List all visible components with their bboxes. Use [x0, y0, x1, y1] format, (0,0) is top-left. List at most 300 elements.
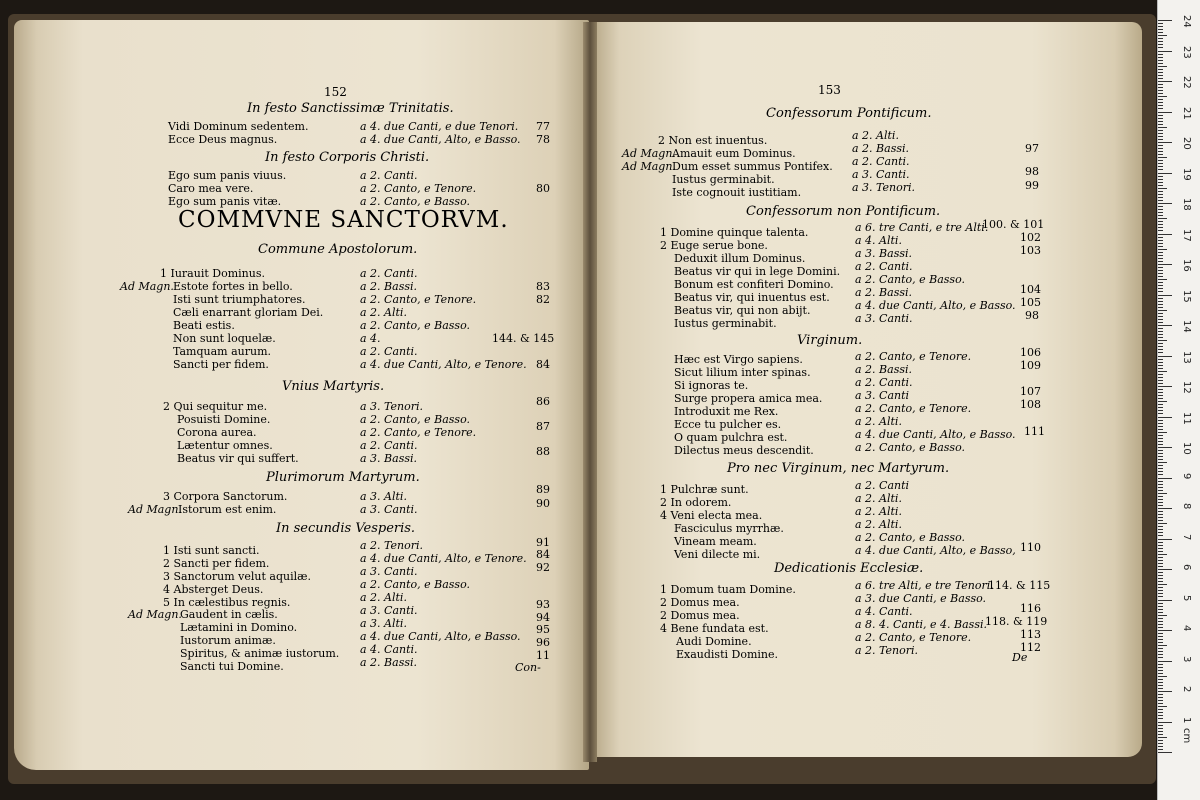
ruler-tick — [1158, 575, 1163, 576]
right-index-line: 105 — [1020, 296, 1041, 309]
ruler-tick — [1158, 441, 1163, 442]
ruler-label: 4 — [1181, 625, 1192, 632]
right-index-line: Hæc est Virgo sapiens. — [674, 353, 803, 366]
ruler-tick — [1158, 325, 1172, 326]
ruler-tick — [1158, 596, 1163, 597]
ruler-label: 24 — [1181, 15, 1192, 28]
right-index-line: a 2. Alti. — [855, 518, 902, 531]
ruler-tick — [1158, 386, 1172, 387]
ruler-label: 22 — [1181, 76, 1192, 89]
ruler-tick — [1158, 410, 1163, 411]
ruler-tick — [1158, 712, 1163, 713]
left-index-line: 93 — [536, 598, 550, 611]
right-index-line: 2 Domus mea. — [660, 596, 740, 609]
right-index-line: a 2. Alti. — [855, 505, 902, 518]
left-index-line: 96 — [536, 636, 550, 649]
left-index-line: 83 — [536, 280, 550, 293]
ruler-tick — [1158, 502, 1163, 503]
left-index-line: COMMVNE SANCTORVM. — [178, 207, 509, 233]
ruler-tick — [1158, 66, 1167, 67]
left-index-line: 5 In cælestibus regnis. — [163, 596, 291, 609]
ruler-label: 9 — [1181, 472, 1192, 479]
left-index-line: a 2. Canto, e Tenore. — [360, 426, 477, 439]
right-index-line: a 2. Canti. — [855, 376, 913, 389]
ruler-tick — [1158, 557, 1163, 558]
right-catchword: De — [1012, 651, 1028, 664]
right-index-line: Si ignoras te. — [674, 379, 749, 392]
right-index-line: a 3. due Canti, e Basso. — [855, 592, 987, 605]
right-index-line: Beatus vir qui in lege Domini. — [674, 265, 841, 278]
right-index-line: 1 Pulchræ sunt. — [660, 483, 749, 496]
ruler-tick — [1158, 148, 1163, 149]
ruler-tick — [1158, 380, 1163, 381]
ruler-tick — [1158, 420, 1163, 421]
ruler-tick — [1158, 176, 1163, 177]
left-index-line: Sancti tui Domine. — [180, 660, 284, 673]
ruler-tick — [1158, 227, 1163, 228]
ruler-label: 3 — [1181, 655, 1192, 662]
ruler-tick — [1158, 127, 1167, 128]
ruler-tick — [1158, 484, 1163, 485]
left-index-line: 84 — [536, 548, 550, 561]
ruler-tick — [1158, 456, 1163, 457]
ruler-tick — [1158, 221, 1163, 222]
ruler-tick — [1158, 249, 1167, 250]
ruler-tick — [1158, 465, 1163, 466]
ruler-tick — [1158, 676, 1167, 677]
left-page-number: 152 — [324, 85, 347, 99]
right-index-line: Deduxit illum Dominus. — [674, 252, 806, 265]
left-index-line: 87 — [536, 420, 550, 433]
ruler-tick — [1158, 133, 1163, 134]
ruler-tick — [1158, 398, 1163, 399]
right-index-line: a 2. Bassi. — [852, 142, 909, 155]
right-index-line: a 4. Alti. — [855, 234, 902, 247]
ruler-tick — [1158, 273, 1163, 274]
right-index-line: 2 Euge serue bone. — [660, 239, 768, 252]
left-index-line: Gaudent in cælis. — [180, 608, 278, 621]
ruler-label: 2 — [1181, 686, 1192, 693]
ruler-tick — [1158, 453, 1163, 454]
left-index-line: In secundis Vesperis. — [276, 521, 416, 536]
left-index-line: Ad Magn. — [128, 503, 182, 516]
ruler-label: cm — [1181, 728, 1192, 744]
ruler-tick — [1158, 560, 1163, 561]
ruler-label: 21 — [1181, 106, 1192, 120]
left-index-line: Estote fortes in bello. — [173, 280, 293, 293]
right-index-line: Iustus germinabit. — [674, 317, 777, 330]
left-index-line: a 4. due Canti, Alto, e Basso. — [360, 133, 521, 146]
right-index-line: 114. & 115 — [988, 579, 1051, 592]
left-index-line: In festo Corporis Christi. — [265, 150, 430, 165]
ruler-tick — [1158, 633, 1163, 634]
left-index-line: a 2. Canti. — [360, 439, 418, 452]
right-index-line: a 4. due Canti, Alto, e Basso. — [855, 299, 1016, 312]
left-index-line: a 2. Bassi. — [360, 280, 417, 293]
ruler-tick — [1158, 432, 1167, 433]
ruler-tick — [1158, 725, 1163, 726]
right-index-line: a 2. Canti. — [852, 155, 910, 168]
ruler-tick — [1158, 645, 1167, 646]
right-index-line: a 8. 4. Canti, e 4. Bassi. — [855, 618, 987, 631]
left-index-line: 80 — [536, 182, 550, 195]
right-index-line: Beatus vir, qui non abijt. — [674, 304, 811, 317]
ruler-tick — [1158, 78, 1163, 79]
ruler-tick — [1158, 593, 1163, 594]
ruler-tick — [1158, 511, 1163, 512]
left-index-line: 95 — [536, 623, 550, 636]
right-index-line: a 4. due Canti, Alto, e Basso, — [855, 544, 1016, 557]
ruler-tick — [1158, 319, 1163, 320]
left-index-line: a 2. Canto, e Basso. — [360, 319, 471, 332]
left-index-line: Lætamini in Domino. — [180, 621, 298, 634]
ruler-tick — [1158, 69, 1163, 70]
right-index-line: Pro nec Virginum, nec Martyrum. — [727, 461, 950, 476]
ruler-tick — [1158, 84, 1163, 85]
right-index-line: a 2. Bassi. — [855, 286, 912, 299]
right-index-line: a 3. Canti. — [855, 312, 913, 325]
ruler-tick — [1158, 429, 1163, 430]
ruler-tick — [1158, 157, 1167, 158]
ruler-tick — [1158, 648, 1163, 649]
right-index-line: Iustus germinabit. — [672, 173, 775, 186]
ruler-tick — [1158, 404, 1163, 405]
ruler-tick — [1158, 136, 1163, 137]
left-index-line: 84 — [536, 358, 550, 371]
left-index-line: a 2. Alti. — [360, 591, 407, 604]
left-index-line: a 2. Canti. — [360, 345, 418, 358]
left-index-line: a 4. due Canti, Alto, e Basso. — [360, 630, 521, 643]
right-index-line: 2 Non est inuentus. — [658, 134, 768, 147]
ruler-tick — [1158, 749, 1163, 750]
ruler-label: 10 — [1181, 442, 1192, 455]
ruler-tick — [1158, 291, 1163, 292]
ruler-tick — [1158, 130, 1163, 131]
right-index-line: 2 Domus mea. — [660, 609, 740, 622]
right-index-line: 4 Bene fundata est. — [660, 622, 769, 635]
ruler-tick — [1158, 173, 1172, 174]
right-index-line: a 2. Canto, e Tenore. — [855, 402, 972, 415]
ruler-tick — [1158, 392, 1163, 393]
right-index-line: a 4. Canti. — [855, 605, 913, 618]
ruler-tick — [1158, 57, 1163, 58]
ruler-tick — [1158, 377, 1163, 378]
ruler-tick — [1158, 331, 1163, 332]
ruler-tick — [1158, 115, 1163, 116]
right-index-line: a 2. Tenori. — [855, 644, 919, 657]
ruler-tick — [1158, 667, 1163, 668]
ruler-tick — [1158, 96, 1167, 97]
ruler-tick — [1158, 212, 1163, 213]
left-index-line: a 3. Alti. — [360, 490, 407, 503]
ruler-tick — [1158, 731, 1163, 732]
ruler-tick — [1158, 322, 1163, 323]
right-index-line: Confessorum Pontificum. — [766, 106, 932, 121]
ruler-tick — [1158, 743, 1163, 744]
ruler-tick — [1158, 276, 1163, 277]
left-index-line: 2 Qui sequitur me. — [163, 400, 268, 413]
book-gutter — [583, 22, 597, 762]
right-index-line: 1 Domum tuam Domine. — [660, 583, 796, 596]
ruler-tick — [1158, 145, 1163, 146]
right-index-line: 107 — [1020, 385, 1041, 398]
ruler-tick — [1158, 438, 1163, 439]
ruler-tick — [1158, 20, 1172, 21]
ruler-tick — [1158, 102, 1163, 103]
ruler-tick — [1158, 160, 1163, 161]
right-index-line: a 3. Canti — [855, 389, 910, 402]
right-index-line: Virginum. — [797, 333, 863, 348]
right-index-line: 109 — [1020, 359, 1041, 372]
ruler-tick — [1158, 606, 1163, 607]
right-index-line: Amauit eum Dominus. — [672, 147, 796, 160]
right-index-line: 102 — [1020, 231, 1041, 244]
right-index-line: a 6. tre Canti, e tre Alti. — [855, 221, 989, 234]
ruler-tick — [1158, 163, 1163, 164]
ruler-tick — [1158, 395, 1163, 396]
right-index-line: a 2. Alti. — [852, 129, 899, 142]
ruler-tick — [1158, 542, 1163, 543]
ruler-tick — [1158, 417, 1172, 418]
ruler-tick — [1158, 203, 1172, 204]
ruler-tick — [1158, 718, 1163, 719]
ruler-tick — [1158, 459, 1163, 460]
right-index-line: 110 — [1020, 541, 1041, 554]
ruler-tick — [1158, 60, 1163, 61]
ruler-tick — [1158, 139, 1163, 140]
right-index-line: a 3. Bassi. — [855, 247, 912, 260]
ruler-tick — [1158, 38, 1163, 39]
ruler-tick — [1158, 520, 1163, 521]
left-index-line: 1 Isti sunt sancti. — [163, 544, 260, 557]
ruler-tick — [1158, 185, 1163, 186]
ruler-tick — [1158, 197, 1163, 198]
right-index-line: a 2. Canti. — [855, 260, 913, 273]
ruler-tick — [1158, 313, 1163, 314]
ruler-tick — [1158, 200, 1163, 201]
ruler-tick — [1158, 240, 1163, 241]
ruler-tick — [1158, 270, 1163, 271]
ruler-tick — [1158, 642, 1163, 643]
right-index-line: 1 Domine quinque talenta. — [660, 226, 809, 239]
left-index-line: 92 — [536, 561, 550, 574]
ruler-tick — [1158, 551, 1163, 552]
left-index-line: 11 — [536, 649, 550, 662]
ruler-tick — [1158, 685, 1163, 686]
ruler-tick — [1158, 81, 1172, 82]
ruler-tick — [1158, 548, 1163, 549]
left-index-line: a 3. Canti. — [360, 503, 418, 516]
left-index-line: Vidi Dominum sedentem. — [168, 120, 309, 133]
ruler-tick — [1158, 209, 1163, 210]
right-index-line: a 2. Canti — [855, 479, 910, 492]
ruler-tick — [1158, 722, 1172, 723]
left-index-line: a 2. Canti. — [360, 267, 418, 280]
right-index-line: 98 — [1025, 309, 1039, 322]
left-index-line: 78 — [536, 133, 550, 146]
left-catchword: Con- — [515, 661, 541, 674]
ruler-tick — [1158, 298, 1163, 299]
ruler-tick — [1158, 401, 1167, 402]
right-index-line: Iste cognouit iustitiam. — [672, 186, 802, 199]
ruler-tick — [1158, 346, 1163, 347]
ruler-tick — [1158, 75, 1163, 76]
ruler-tick — [1158, 740, 1163, 741]
ruler-tick — [1158, 191, 1163, 192]
ruler-tick — [1158, 706, 1167, 707]
ruler-tick — [1158, 657, 1163, 658]
right-index-line: Surge propera amica mea. — [674, 392, 823, 405]
ruler-tick — [1158, 29, 1163, 30]
ruler-tick — [1158, 603, 1163, 604]
ruler-tick — [1158, 578, 1163, 579]
ruler-tick — [1158, 447, 1172, 448]
ruler-tick — [1158, 54, 1163, 55]
ruler-tick — [1158, 337, 1163, 338]
ruler-tick — [1158, 206, 1163, 207]
ruler-tick — [1158, 532, 1163, 533]
right-index-line: Ad Magn. — [622, 147, 676, 160]
ruler-label: 23 — [1181, 45, 1192, 59]
ruler-tick — [1158, 487, 1163, 488]
measurement-ruler — [1157, 0, 1200, 800]
right-index-line: a 2. Canto, e Basso. — [855, 531, 966, 544]
ruler-tick — [1158, 664, 1163, 665]
ruler-tick — [1158, 252, 1163, 253]
ruler-tick — [1158, 752, 1172, 753]
ruler-tick — [1158, 63, 1163, 64]
right-index-line: Dedicationis Ecclesiæ. — [774, 561, 924, 576]
ruler-label: 12 — [1181, 381, 1192, 394]
ruler-label: 18 — [1181, 198, 1192, 211]
left-index-line: a 3. Canti. — [360, 565, 418, 578]
ruler-tick — [1158, 618, 1163, 619]
ruler-tick — [1158, 230, 1163, 231]
left-index-line: 94 — [536, 611, 550, 624]
left-index-line: Iustorum animæ. — [180, 634, 276, 647]
ruler-tick — [1158, 349, 1163, 350]
right-index-line: 98 — [1025, 165, 1039, 178]
ruler-tick — [1158, 182, 1163, 183]
ruler-tick — [1158, 514, 1163, 515]
ruler-tick — [1158, 371, 1167, 372]
left-index-line: a 2. Bassi. — [360, 656, 417, 669]
ruler-tick — [1158, 728, 1163, 729]
ruler-tick — [1158, 169, 1163, 170]
ruler-tick — [1158, 295, 1172, 296]
right-index-line: a 2. Bassi. — [855, 363, 912, 376]
ruler-tick — [1158, 310, 1167, 311]
ruler-tick — [1158, 118, 1163, 119]
right-index-line: a 6. tre Alti, e tre Tenori. — [855, 579, 994, 592]
left-index-line: Tamquam aurum. — [173, 345, 271, 358]
left-index-line: a 2. Canto, e Basso. — [360, 413, 471, 426]
ruler-tick — [1158, 47, 1163, 48]
left-index-line: 86 — [536, 395, 550, 408]
ruler-tick — [1158, 267, 1163, 268]
ruler-tick — [1158, 362, 1163, 363]
left-index-line: 144. & 145 — [492, 332, 555, 345]
ruler-tick — [1158, 282, 1163, 283]
ruler-tick — [1158, 301, 1163, 302]
left-index-line: a 4. due Canti, e due Tenori. — [360, 120, 519, 133]
left-index-line: Ad Magn. — [120, 280, 174, 293]
right-index-line: Sicut lilium inter spinas. — [674, 366, 811, 379]
ruler-label: 6 — [1181, 564, 1192, 571]
ruler-tick — [1158, 343, 1163, 344]
left-index-line: a 3. Canti. — [360, 604, 418, 617]
ruler-label: 7 — [1181, 533, 1192, 540]
ruler-tick — [1158, 523, 1167, 524]
ruler-tick — [1158, 87, 1163, 88]
ruler-tick — [1158, 700, 1163, 701]
right-index-line: 116 — [1020, 602, 1041, 615]
ruler-tick — [1158, 255, 1163, 256]
left-index-line: Corona aurea. — [177, 426, 257, 439]
ruler-tick — [1158, 124, 1163, 125]
ruler-tick — [1158, 340, 1167, 341]
ruler-label: 19 — [1181, 167, 1192, 181]
left-index-line: a 2. Alti. — [360, 306, 407, 319]
ruler-tick — [1158, 258, 1163, 259]
ruler-tick — [1158, 426, 1163, 427]
ruler-tick — [1158, 435, 1163, 436]
ruler-tick — [1158, 737, 1167, 738]
right-index-line: Dum esset summus Pontifex. — [672, 160, 833, 173]
right-index-line: a 4. due Canti, Alto, e Basso. — [855, 428, 1016, 441]
ruler-tick — [1158, 535, 1163, 536]
ruler-tick — [1158, 545, 1163, 546]
ruler-tick — [1158, 697, 1163, 698]
ruler-tick — [1158, 554, 1167, 555]
right-index-line: 108 — [1020, 398, 1041, 411]
ruler-tick — [1158, 264, 1172, 265]
ruler-tick — [1158, 44, 1163, 45]
ruler-tick — [1158, 383, 1163, 384]
ruler-tick — [1158, 35, 1167, 36]
ruler-tick — [1158, 630, 1172, 631]
ruler-tick — [1158, 609, 1163, 610]
right-index-line: Audi Domine. — [676, 635, 752, 648]
left-index-line: 77 — [536, 120, 550, 133]
ruler-tick — [1158, 304, 1163, 305]
ruler-tick — [1158, 539, 1172, 540]
ruler-tick — [1158, 654, 1163, 655]
ruler-tick — [1158, 444, 1163, 445]
ruler-tick — [1158, 288, 1163, 289]
ruler-tick — [1158, 72, 1163, 73]
ruler-tick — [1158, 499, 1163, 500]
ruler-tick — [1158, 215, 1163, 216]
left-index-line: 88 — [536, 445, 550, 458]
right-index-line: a 2. Canto, e Basso. — [855, 441, 966, 454]
left-index-line: 82 — [536, 293, 550, 306]
ruler-tick — [1158, 661, 1172, 662]
left-index-line: Ego sum panis viuus. — [168, 169, 287, 182]
left-index-line: 91 — [536, 536, 550, 549]
right-index-line: a 2. Canto, e Basso. — [855, 273, 966, 286]
ruler-tick — [1158, 734, 1163, 735]
left-index-line: 2 Sancti per fidem. — [163, 557, 270, 570]
right-page-number: 153 — [818, 83, 841, 97]
left-index-line: Commune Apostolorum. — [258, 242, 418, 257]
left-index-line: a 3. Tenori. — [360, 400, 424, 413]
ruler-tick — [1158, 365, 1163, 366]
ruler-tick — [1158, 99, 1163, 100]
left-index-line: Istorum est enim. — [178, 503, 277, 516]
ruler-label: 5 — [1181, 594, 1192, 601]
left-index-line: Ego sum panis vitæ. — [168, 195, 282, 208]
